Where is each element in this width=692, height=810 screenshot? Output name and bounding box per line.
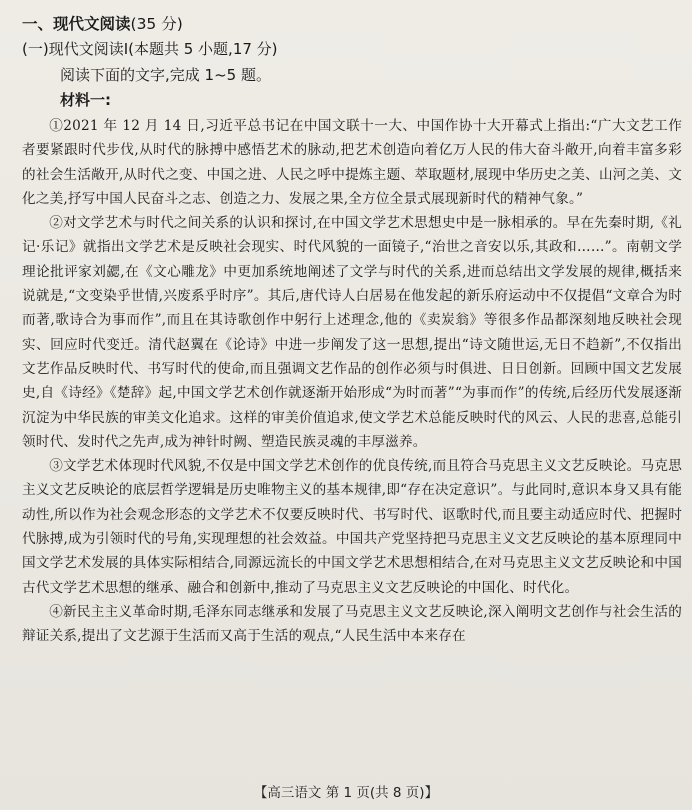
paragraph-4: ④新民主主义革命时期,毛泽东同志继承和发展了马克思主义文艺反映论,深入阐明文艺创作与社会生活的辩证关系,提出了文艺源于生活而又高于生活的观点,“人民生活中本来存在 (22, 603, 682, 645)
paragraph-1: ①2021 年 12 月 14 日,习近平总书记在中国文联十一大、中国作协十大开幕式上指出:“广大文艺工作者要紧跟时代步伐,从时代的脉搏中感悟艺术的脉动,把艺术创造向着亿万人民的伟大奋斗敞开,向着丰富多彩的社会生活敞开,从时代之变、中国之进、人民之呼中提炼主题、萃取题材,展现中华历史之美、山河之美、文化之美,抒写中国人民奋斗之志、创造之力、发展之果,全方位全景式展现新时代的精神气象。” (22, 118, 682, 207)
page-footer: 【高三语文 第 1 页(共 8 页)】 (253, 785, 439, 801)
subsection-title: (一)现代文阅读Ⅰ(本题共 5 小题,17 分) (22, 40, 278, 58)
reading-instruction: 阅读下面的文字,完成 1~5 题。 (60, 66, 271, 84)
paragraph-2: ②对文学艺术与时代之间关系的认识和探讨,在中国文学艺术思想史中是一脉相承的。早在先秦时期,《礼记·乐记》就指出文学艺术是反映社会现实、时代风貌的一面镜子,“治世之音安以乐,其政和……”。南朝文学理论批评家刘勰,在《文心雕龙》中更加系统地阐述了文学与时代的关系,进而总结出文学发展的规律,概括来说就是,“文变染乎世情,兴废系乎时序”。其后,唐代诗人白居易在他发起的新乐府运动中不仅提倡“文章合为时而著,歌诗合为事而作”,而且在其诗歌创作中躬行上述理念,他的《卖炭翁》等很多作品都深刻地反映社会现实、回应时代变迁。清代赵翼在《论诗》中进一步阐发了这一思想,提出“诗文随世运,无日不趋新”,不仅指出文艺作品反映时代、书写时代的使命,而且强调文艺作品的创作必须与时俱进、日日创新。回顾中国文艺发展史,自《诗经》《楚辞》起,中国文学艺术创作就逐渐开始形成“为时而著”“为事而作”的传统,后经历代发展逐渐沉淀为中华民族的审美文化追求。这样的审美价值追求,使文学艺术总能反映时代的风云、人民的悲喜,总能引领时代、发时代之先声,成为神针时阙、塑造民族灵魂的丰厚滋养。 (22, 215, 682, 450)
paragraph-3: ③文学艺术体现时代风貌,不仅是中国文学艺术创作的优良传统,而且符合马克思主义文艺反映论。马克思主义文艺反映论的底层哲学逻辑是历史唯物主义的基本规律,即“存在决定意识”。与此同时,意识本身又具有能动性,所以作为社会观念形态的文学艺术不仅要反映时代、书写时代、讴歌时代,而且要主动适应时代、把握时代脉搏,成为引领时代的号角,实现理想的社会效益。中国共产党坚持把马克思主义文艺反映论的基本原理同中国文学艺术发展的具体实际相结合,同源远流长的中国文学艺术思想相结合,在对马克思主义文艺反映论和中国古代文学艺术思想的继承、融合和创新中,推动了马克思主义文艺反映论的中国化、时代化。 (22, 458, 682, 596)
section-title-text: 一、现代文阅读 (22, 15, 131, 33)
material-label: 材料一: (60, 91, 111, 109)
passage-body (22, 114, 682, 649)
section-score: (35 分) (130, 15, 183, 33)
section-title (22, 14, 682, 34)
